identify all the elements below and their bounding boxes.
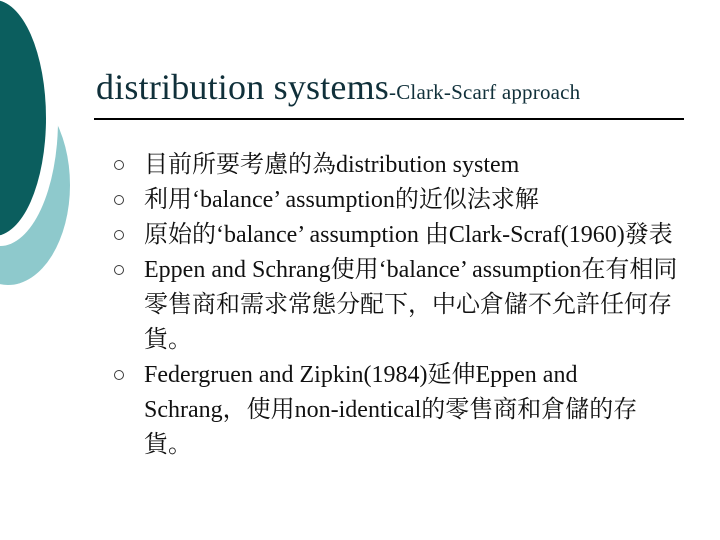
bullet-text: 原始的‘balance’ assumption 由Clark-Scraf(1960)發表	[144, 222, 673, 248]
bullet-item	[110, 218, 680, 253]
slide-title	[96, 66, 706, 108]
hollow-circle-icon	[114, 370, 124, 380]
bullet-text: Federgruen and Zipkin(1984)延伸Eppen and Schrang，使用non-identical的零售商和倉儲的存貨。	[144, 362, 638, 458]
hollow-circle-icon	[114, 160, 124, 170]
bullet-text: 利用‘balance’ assumption的近似法求解	[144, 187, 539, 213]
hollow-circle-icon	[114, 195, 124, 205]
bullet-item	[110, 148, 680, 183]
title-underline-rule	[94, 118, 684, 120]
hollow-circle-icon	[114, 265, 124, 275]
title-main-text: distribution systems	[96, 67, 390, 107]
title-subtitle-text: -Clark-Scarf approach	[389, 80, 581, 104]
bullet-text: Eppen and Schrang使用‘balance’ assumption在有相同零售商和需求常態分配下，中心倉儲不允許任何存貨。	[144, 257, 678, 353]
bullet-list	[110, 148, 680, 463]
corner-decoration	[0, 0, 90, 300]
hollow-circle-icon	[114, 230, 124, 240]
bullet-item	[110, 253, 680, 358]
bullet-item	[110, 358, 680, 463]
bullet-item	[110, 183, 680, 218]
bullet-text: 目前所要考慮的為distribution system	[144, 152, 520, 178]
